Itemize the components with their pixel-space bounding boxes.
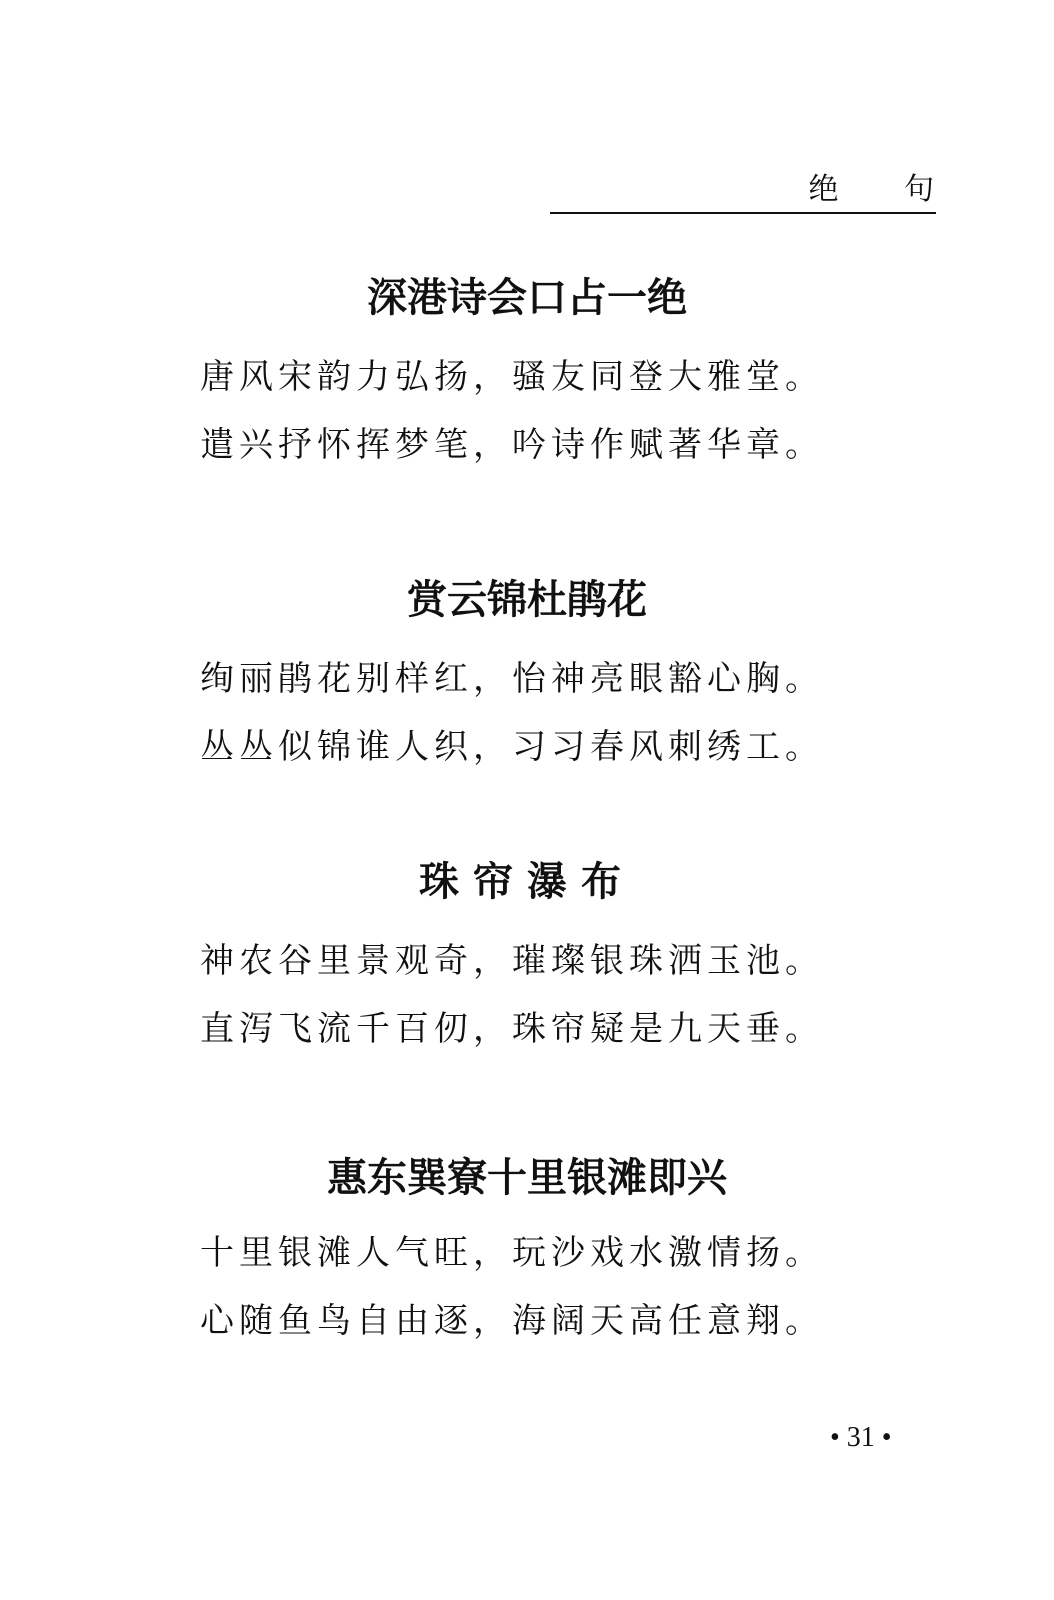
poem-line: 丛丛似锦谁人织，习习春风刺绣工。 (200, 727, 824, 767)
poem-line: 绚丽鹃花别样红，怡神亮眼豁心胸。 (200, 659, 824, 699)
poem-1 (0, 268, 1054, 468)
poem-line: 十里银滩人气旺，玩沙戏水激情扬。 (200, 1233, 824, 1273)
poem-title: 惠东巽寮十里银滩即兴 (327, 1155, 727, 1201)
poem-3 (0, 852, 1054, 1052)
poem-title: 珠帘瀑布 (419, 859, 635, 905)
poem-title: 深港诗会口占一绝 (367, 275, 687, 321)
poem-line: 直泻飞流千百仞，珠帘疑是九天垂。 (200, 1009, 824, 1049)
poem-line: 心随鱼鸟自由逐，海阔天高任意翔。 (200, 1301, 824, 1341)
header-rule (550, 212, 936, 214)
poem-line: 神农谷里景观奇，璀璨银珠洒玉池。 (200, 941, 824, 981)
poem-line: 遣兴抒怀挥梦笔，吟诗作赋著华章。 (200, 425, 824, 465)
poem-title: 赏云锦杜鹃花 (407, 577, 647, 623)
poem-4 (0, 1148, 1054, 1348)
poem-line: 唐风宋韵力弘扬，骚友同登大雅堂。 (200, 357, 824, 397)
page-number: • 31 • (830, 1422, 892, 1453)
poem-2 (0, 570, 1054, 770)
running-head: 绝 句 (808, 172, 962, 207)
